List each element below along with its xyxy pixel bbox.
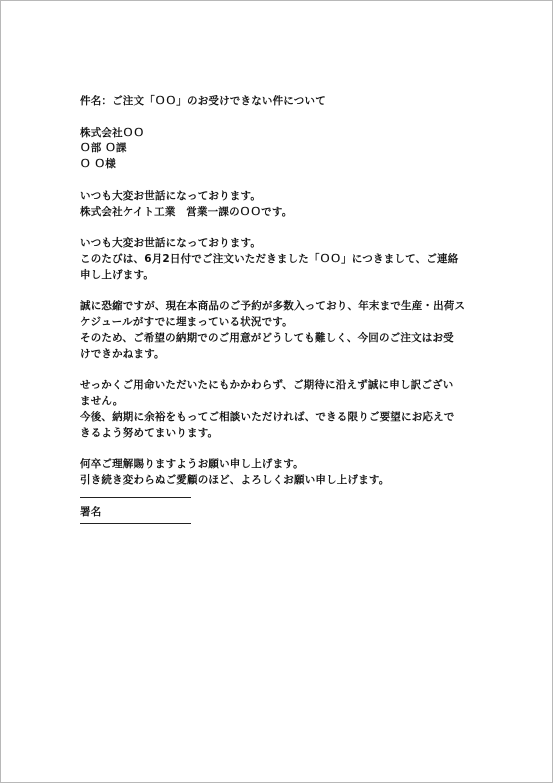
intro-line: いつも大変お世話になっております。 [80,237,262,250]
recipient-company: 株式会社ＯＯ [80,126,145,139]
signature-top-rule [80,497,191,498]
greeting-line: いつも大変お世話になっております。 [80,189,262,202]
signature-label: 署名 [80,505,102,518]
apology-line: せっかくご用命いただいたにもかかわらず、ご期待に沿えず誠に申し訳ござい [80,379,454,392]
closing-line: 何卒ご理解賜りますようお願い申し上げます。 [80,458,304,471]
apology-line: 今後、納期に余裕をもってご相談いただければ、できる限りご要望にお応えで [80,410,455,423]
intro-line: 申し上げます。 [80,268,155,281]
spacer [80,220,480,236]
apology-line: ません。 [80,395,124,408]
signature-bottom-rule [80,523,191,524]
spacer [80,363,480,379]
explanation-line: けできかねます。 [80,347,165,360]
intro-line: このたびは、6月2日付でご注文いただきました「ＯＯ」につきまして、ご連絡 [80,252,459,265]
spacer [80,442,480,458]
explanation-line: 誠に恐縮ですが、現在本商品のご予約が多数入っており、年末まで生産・出荷ス [80,300,466,313]
apology-line: きるよう努めてまいります。 [80,426,219,439]
letter-body [80,94,480,531]
spacer [80,284,480,300]
spacer [80,173,480,189]
explanation-line: ケジュールがすでに埋まっている状況です。 [80,316,293,329]
recipient-department: Ｏ部 Ｏ課 [80,142,127,155]
subject-line: 件名：ご注文「ＯＯ」のお受けできない件について [80,95,326,107]
sender-intro-line: 株式会社ケイト工業 営業一課のＯＯです。 [80,205,293,218]
closing-line: 引き続き変わらぬご愛顧のほど、よろしくお願い申し上げます。 [80,474,390,487]
spacer [80,110,480,126]
recipient-name: Ｏ Ｏ様 [80,158,116,171]
explanation-line: そのため、ご希望の納期でのご用意がどうしても難しく、今回のご注文はお受 [80,331,454,344]
